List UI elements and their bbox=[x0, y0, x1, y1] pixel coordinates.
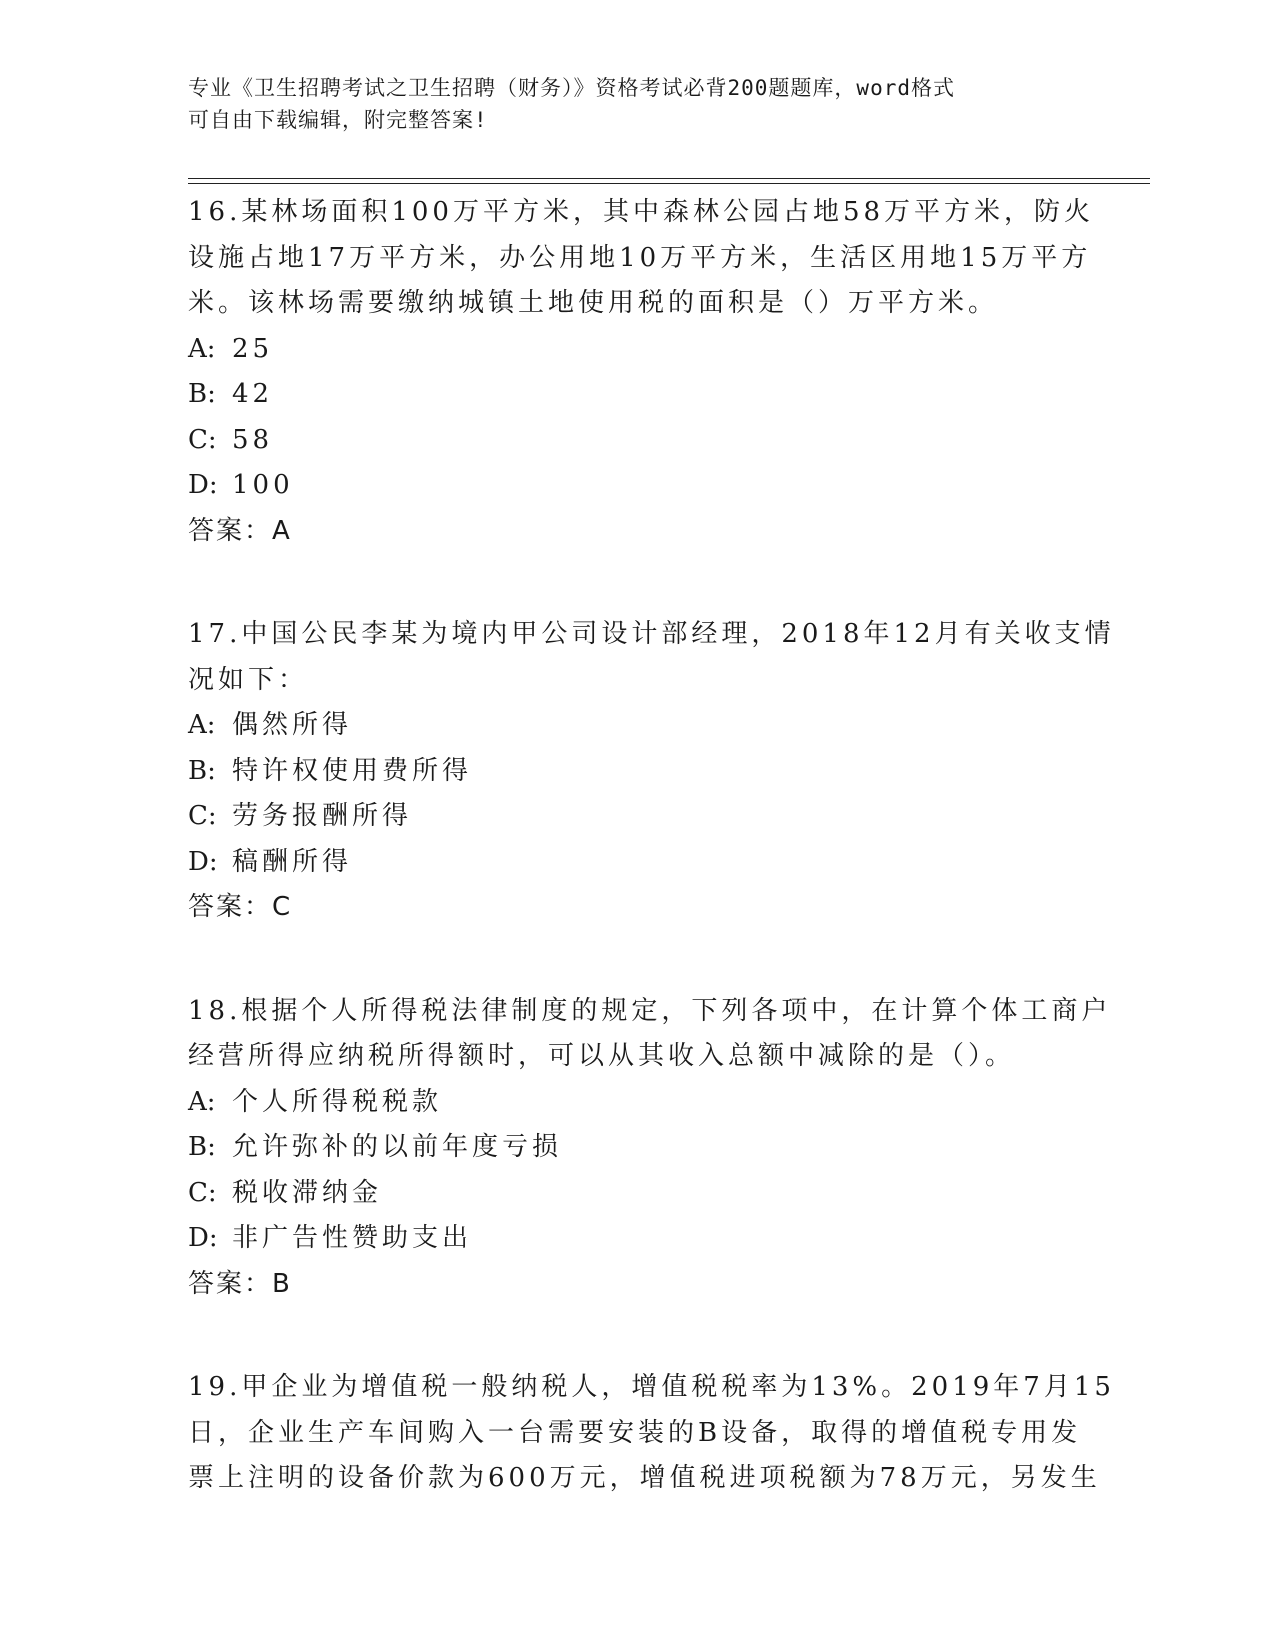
option-text: 非广告性赞助支出 bbox=[232, 1223, 473, 1253]
question-text: 18.根据个人所得税法律制度的规定，下列各项中，在计算个体工商户 bbox=[188, 995, 1112, 1026]
option-key: C: bbox=[188, 1177, 217, 1208]
option-text: 25 bbox=[232, 333, 274, 364]
option-key: B: bbox=[188, 755, 216, 786]
question-text: 19.甲企业为增值税一般纳税人，增值税税率为13%。2019年7月15 bbox=[188, 1372, 1115, 1402]
option-d bbox=[188, 463, 1088, 509]
question-text: 况如下： bbox=[188, 664, 309, 695]
question-text: 17.中国公民李某为境内甲公司设计部经理，2018年12月有关收支情 bbox=[188, 619, 1115, 649]
option-c bbox=[188, 794, 1088, 840]
question-text: 16.某林场面积100万平方米，其中森林公园占地58万平方米，防火 bbox=[188, 197, 1095, 227]
option-key: C: bbox=[188, 801, 217, 831]
option-text: 偶然所得 bbox=[232, 710, 353, 740]
option-key: A: bbox=[188, 710, 216, 740]
question-text: 经营所得应纳税所得额时，可以从其收入总额中减除的是（）。 bbox=[188, 1041, 1016, 1071]
option-text: 劳务报酬所得 bbox=[232, 801, 413, 831]
option-c bbox=[188, 1171, 1088, 1217]
option-key: C: bbox=[188, 424, 217, 455]
question-18 bbox=[188, 989, 1112, 1308]
question-17 bbox=[188, 612, 1115, 931]
option-key: A: bbox=[188, 1086, 216, 1117]
question-text: 票上注明的设备价款为600万元，增值税进项税额为78万元，另发生 bbox=[188, 1463, 1101, 1493]
question-16 bbox=[188, 190, 1095, 554]
option-d bbox=[188, 840, 1088, 886]
option-text: 个人所得税税款 bbox=[232, 1086, 443, 1117]
option-a bbox=[188, 327, 1088, 373]
option-b bbox=[188, 749, 1088, 795]
header-divider bbox=[188, 183, 1150, 184]
question-text: 米。该林场需要缴纳城镇土地使用税的面积是（）万平方米。 bbox=[188, 288, 999, 318]
question-19 bbox=[188, 1365, 1115, 1502]
option-key: D: bbox=[188, 1223, 218, 1253]
option-b bbox=[188, 372, 1088, 418]
option-text: 税收滞纳金 bbox=[232, 1177, 383, 1208]
option-text: 允许弥补的以前年度亏损 bbox=[232, 1132, 563, 1162]
question-list bbox=[188, 190, 1115, 1560]
option-text: 42 bbox=[232, 379, 274, 409]
page-header bbox=[188, 72, 1088, 136]
header-line: 专业《卫生招聘考试之卫生招聘（财务）》资格考试必背200题题库，word格式 bbox=[188, 76, 955, 100]
answer: 答案：B bbox=[188, 1268, 292, 1299]
option-key: A: bbox=[188, 333, 216, 364]
option-key: B: bbox=[188, 379, 216, 409]
option-a bbox=[188, 1080, 1088, 1126]
option-key: B: bbox=[188, 1132, 216, 1162]
header-divider bbox=[188, 178, 1150, 179]
option-text: 58 bbox=[232, 424, 274, 455]
answer: 答案：C bbox=[188, 892, 293, 922]
question-text: 设施占地17万平方米，办公用地10万平方米，生活区用地15万平方 bbox=[188, 242, 1092, 273]
option-c bbox=[188, 418, 1088, 464]
option-d bbox=[188, 1216, 1088, 1262]
option-text: 特许权使用费所得 bbox=[232, 755, 473, 786]
option-b bbox=[188, 1125, 1088, 1171]
option-key: D: bbox=[188, 846, 218, 877]
option-text: 100 bbox=[232, 470, 294, 500]
header-line: 可自由下载编辑，附完整答案! bbox=[188, 108, 488, 132]
option-a bbox=[188, 703, 1088, 749]
option-key: D: bbox=[188, 470, 218, 500]
answer: 答案：A bbox=[188, 515, 292, 546]
question-text: 日，企业生产车间购入一台需要安装的B设备，取得的增值税专用发 bbox=[188, 1417, 1082, 1448]
option-text: 稿酬所得 bbox=[232, 846, 353, 877]
